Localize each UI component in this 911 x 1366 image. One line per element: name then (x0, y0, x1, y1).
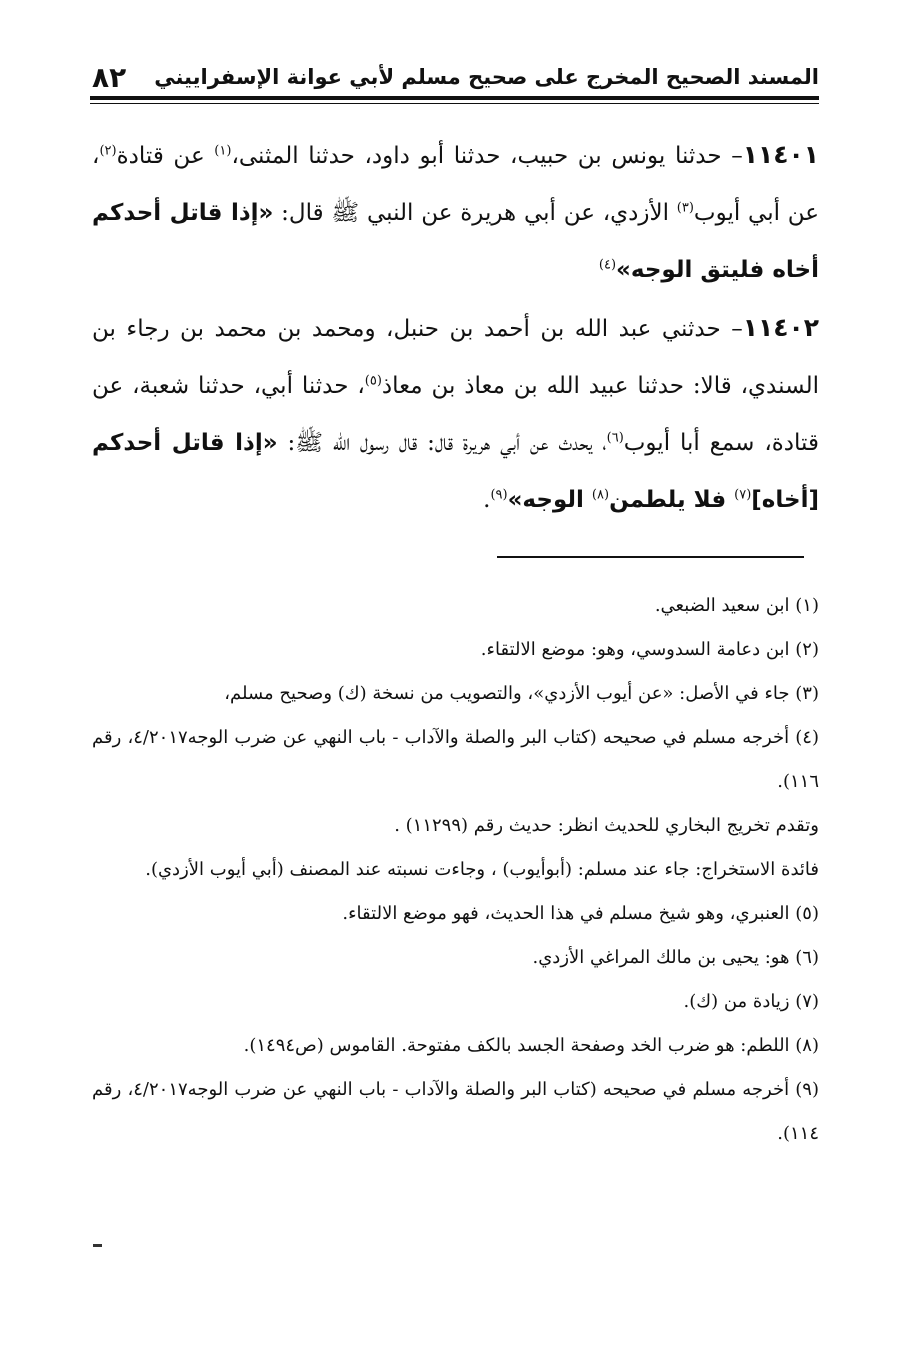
hadith-number: ١١٤٠١ (742, 140, 819, 169)
running-title: المسند الصحيح المخرج على صحيح مسلم لأبي عوانة الإسفراييني (154, 65, 819, 89)
hadith-text: – حدثنا يونس بن حبيب، حدثنا أبو داود، حدثنا المثنى، (231, 143, 743, 169)
hadith-number: ١١٤٠٢ (742, 313, 819, 342)
hadith-text: الأزدي، عن أبي هريرة عن النبي ﷺ قال: (273, 200, 677, 226)
header-rule-thin (90, 103, 819, 104)
footnote-ref: (٧) (734, 487, 752, 503)
hadith-text: عن قتادة (116, 143, 215, 169)
prophetic-quote: الوجه» (507, 487, 592, 513)
footnote-ref: (٢) (99, 143, 117, 159)
footnote-ref: (٣) (676, 200, 694, 216)
footnote-9: (٩) أخرجه مسلم في صحيحه (كتاب البر والصلة والآداب - باب النهي عن ضرب الوجه٤/٢٠١٧، رقم ١١٤). (92, 1079, 819, 1144)
footnote-7: (٧) زيادة من (ك). (683, 991, 819, 1012)
footnote-6: (٦) هو: يحيى بن مالك المراغي الأزدي. (532, 947, 819, 968)
header-rule (90, 96, 819, 100)
main-text (92, 126, 819, 529)
footnote-ref: (٨) (591, 487, 610, 503)
footnote-ref: (٥) (364, 373, 382, 389)
footnote-ref: (٦) (606, 430, 624, 446)
footnote-3: (٣) جاء في الأصل: «عن أيوب الأزدي»، والتصويب من نسخة (ك) وصحيح مسلم، (224, 683, 819, 704)
footnote-separator (497, 556, 804, 558)
hadith-text: . (483, 487, 491, 513)
hadith-text: ، عن أبي أيوب (92, 143, 819, 226)
footnote-ref: (٩) (490, 487, 508, 503)
footnote-ref: (٤) (598, 257, 617, 273)
footnotes (92, 584, 819, 1156)
footnote-2: (٢) ابن دعامة السدوسي، وهو: موضع الالتقاء. (480, 639, 819, 660)
footnote-ref: (١) (214, 143, 232, 159)
hadith-11402 (92, 299, 819, 529)
footnote-4-benefit: فائدة الاستخراج: جاء عند مسلم: (أبوأيوب) ، وجاءت نسبته عند المصنف (أبي أيوب الأزدي). (145, 859, 819, 880)
footnote-5: (٥) العنبري، وهو شيخ مسلم في هذا الحديث، فهو موضع الالتقاء. (342, 903, 819, 924)
prophetic-quote: «إذا قاتل أحدكم أخاه فليتق الوجه» (92, 200, 819, 283)
hadith-text: ، يحدث عن أبي هريرة قال: قال رسول الله ﷺ: (277, 430, 607, 456)
page-header (92, 58, 819, 96)
footnote-4-note: وتقدم تخريج البخاري للحديث انظر: حديث رقم (١١٢٩٩) . (394, 815, 819, 836)
footnote-1: (١) ابن سعيد الضبعي. (654, 595, 819, 616)
prophetic-quote: «إذا قاتل أحدكم [أخاه] (92, 430, 819, 513)
page-mark (93, 1244, 102, 1247)
footnote-4: (٤) أخرجه مسلم في صحيحه (كتاب البر والصلة والآداب - باب النهي عن ضرب الوجه٤/٢٠١٧، رقم ١١٦). (92, 727, 819, 792)
hadith-text: – حدثني عبد الله بن أحمد بن حنبل، ومحمد بن محمد بن رجاء بن السندي، قالا: حدثنا عبيد الله بن معاذ بن معاذ (92, 316, 819, 399)
prophetic-quote: فلا يلطمن (609, 487, 735, 513)
footnote-8: (٨) اللطم: هو ضرب الخد وصفحة الجسد بالكف مفتوحة. القاموس (ص١٤٩٤). (243, 1035, 819, 1056)
page-number: ٨٢ (92, 60, 127, 94)
hadith-11401 (92, 126, 819, 299)
hadith-text: ، حدثنا أبي، حدثنا شعبة، عن قتادة، سمع أبا أيوب (92, 373, 819, 456)
